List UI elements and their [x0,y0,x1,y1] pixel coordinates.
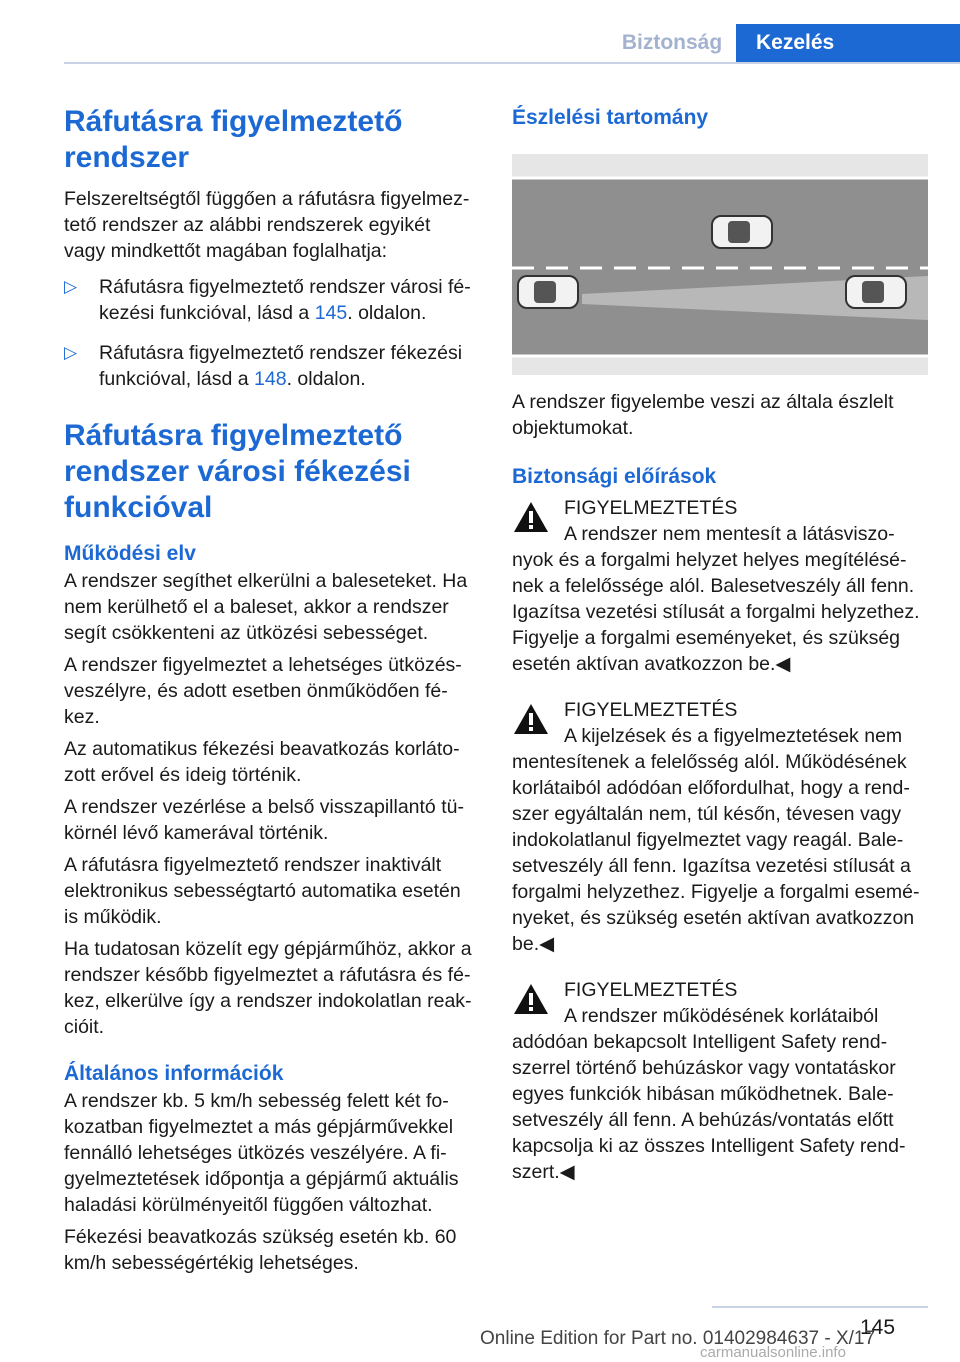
list-item: ▷ Ráfutásra figyelmeztető rendszer fékezési funkcióval, lásd a 148. oldalon. [64,342,463,390]
section-title-collision-warning: Ráfutásra figyelmeztető rendszer [64,105,403,174]
paragraph: A rendszer vezérlése a belső visszapillantó tü-körnél lévő kamerával történik. [64,796,464,844]
warning-heading: FIGYELMEZTETÉS [564,979,738,1001]
header-rule [64,62,960,64]
page-number: 145 [860,1316,896,1339]
subheading-principle: Működési elv [64,542,196,565]
paragraph: Fékezési beavatkozás szükség esetén kb. 60 km/h sebességértékig lehetséges. [64,1226,457,1274]
system-list [64,274,476,392]
page-link[interactable]: 148 [254,368,287,390]
warning-triangle-icon [512,702,550,736]
car-icon [712,216,772,248]
warning-text: A rendszer nem mentesít a látásviszo-nyok és a forgalmi helyzet helyes megítélésé-nek a felelőssége alól. Balesetveszély áll fenn. Igazítsa vezetési stílusát a forgalmi helyzethez. Figyelje a forgalmi eseményeket, és szükség esetén aktívan avatkozzon be.◀ [512,523,920,675]
paragraph: A rendszer segíthet elkerülni a baleseteket. Ha nem kerülhető el a baleset, akkor a rendszer segít csökkenteni az ütközési sebességet. [64,570,468,644]
page-link[interactable]: 145 [314,302,348,324]
car-icon [846,276,906,308]
subheading-detection-range: Észlelési tartomány [512,106,709,129]
watermark: carmanualsonline.info [700,1344,846,1361]
triangle-bullet-icon: ▷ [64,277,78,296]
detection-range-figure [512,154,928,375]
warning-block [512,495,928,677]
subheading-general-info: Általános információk [64,1062,284,1085]
road-diagram [512,154,928,375]
figure-caption: A rendszer figyelembe veszi az általa észlelt objektumokat. [512,391,894,439]
section-title-city-braking: Ráfutásra figyelmeztető rendszer városi fékezési funkcióval [64,419,411,524]
paragraph: A rendszer figyelmeztet a lehetséges ütközés-veszélyre, és adott esetben önműködően fé-kez. [64,654,462,728]
paragraph: Az automatikus fékezési beavatkozás korláto-zott erővel és ideig történik. [64,738,460,786]
warning-block [512,977,928,1185]
warning-text: A kijelzések és a figyelmeztetések nem mentesítenek a felelősség alól. Működésének korlátaiból adódóan előfordulhat, hogy a rend-szer egyáltalán nem, túl későn, tévesen vagy indokolatlanul figyelmeztet vagy reagál. Bale-setveszély áll fenn. Igazítsa vezetési stílusát a forgalmi helyzethez. Figyelje a forgalmi esemé-nyeket, és szükség esetén aktívan avatkozzon be.◀ [512,725,920,955]
left-column [64,104,476,1282]
car-icon [518,276,578,308]
subheading-safety: Biztonsági előírások [512,465,717,488]
paragraph: Ha tudatosan közelít egy gépjárműhöz, akkor a rendszer később figyelmeztet a ráfutásra és fé-kez, elkerülve így a rendszer indokolatlan reak-cióit. [64,938,472,1038]
warning-text: A rendszer működésének korlátaiból adódóan bekapcsolt Intelligent Safety rend-szerrel történő behúzáskor vagy vontatáskor egyes funkciók hibásan működhetnek. Bale-setveszély áll fenn. A behúzás/vontatás előtt kapcsolja ki az összes Intelligent Safety rend-szert.◀ [512,1005,906,1183]
warning-heading: FIGYELMEZTETÉS [564,699,738,721]
warning-heading: FIGYELMEZTETÉS [564,497,738,519]
intro-paragraph: Felszereltségtől függően a ráfutásra figyelmez-tető rendszer az alábbi rendszerek egyikét vagy mindkettőt magában foglalhatja: [64,188,470,262]
warning-triangle-icon [512,500,550,534]
list-item: ▷ Ráfutásra figyelmeztető rendszer városi fé-kezési funkcióval, lásd a 145. oldalon. [64,276,471,324]
warning-triangle-icon [512,982,550,1016]
paragraph: A rendszer kb. 5 km/h sebesség felett két fo-kozatban figyelmeztet a más gépjárművekkel fennálló lehetséges ütközés veszélyére. A fi-gyelmeztetések időpontja a gépjármű aktuális haladási körülményeitől függően változhat. [64,1090,459,1216]
edition-note: Online Edition for Part no. 01402984637 - X/17 [480,1328,876,1349]
right-column [512,104,928,1205]
tab-safety[interactable]: Biztonság [621,31,723,54]
tab-controls[interactable]: Kezelés [736,24,960,62]
warning-block [512,697,928,957]
footer-rule [712,1306,928,1308]
triangle-bullet-icon: ▷ [64,343,78,362]
paragraph: A ráfutásra figyelmeztető rendszer inaktivált elektronikus sebességtartó automatika esetén is működik. [64,854,461,928]
